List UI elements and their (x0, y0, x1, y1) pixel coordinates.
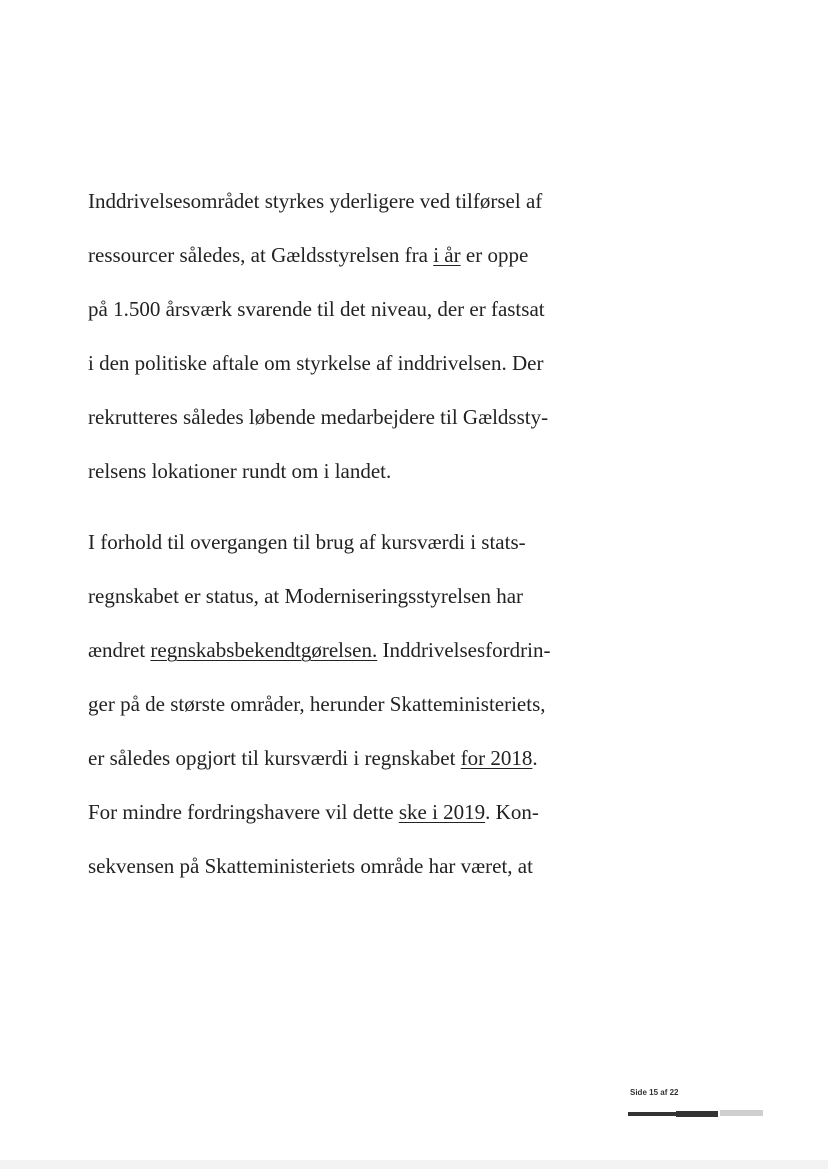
underlined-text: regnskabsbekendtgørelsen. (150, 638, 378, 662)
paragraph-2 (88, 522, 628, 900)
paragraph-2-line-1: I forhold til overgangen til brug af kursværdi i stats- (88, 530, 526, 554)
underlined-text: i år (433, 243, 461, 267)
paragraph-2-line-4: ger på de største områder, herunder Skatteministeriets, (88, 692, 546, 716)
paragraph-1 (88, 181, 628, 505)
paragraph-2-line-3 (88, 630, 628, 684)
line-text: er oppe (460, 243, 529, 267)
paragraph-1-line-5: rekrutteres således løbende medarbejdere til Gældssty- (88, 405, 549, 429)
paragraph-1-line-4: i den politiske aftale om styrkelse af inddrivelsen. Der (88, 351, 544, 375)
paragraph-1-line-6: relsens lokationer rundt om i landet. (88, 459, 392, 483)
underlined-text: ske i 2019 (398, 800, 486, 824)
scan-edge (0, 1160, 828, 1169)
line-text: Inddrivelsesfordrin- (377, 638, 551, 662)
line-text: er således opgjort til kursværdi i regnskabet (88, 746, 461, 770)
line-text: ressourcer således, at Gældsstyrelsen fra (88, 243, 434, 267)
paragraph-1-line-3: på 1.500 årsværk svarende til det niveau, der er fastsat (88, 297, 545, 321)
page-progress-bar-light (720, 1110, 763, 1116)
line-text: . (532, 746, 538, 770)
paragraph-1-line-1: Inddrivelsesområdet styrkes yderligere ved tilførsel af (88, 189, 543, 213)
paragraph-2-line-2: regnskabet er status, at Moderniseringsstyrelsen har (88, 584, 524, 608)
paragraph-2-line-5 (88, 738, 628, 792)
line-text: ændret (88, 638, 151, 662)
underlined-text: for 2018 (460, 746, 533, 770)
page-progress-bar-accent (676, 1111, 718, 1117)
line-text: For mindre fordringshavere vil dette (88, 800, 399, 824)
page-number: Side 15 af 22 (630, 1088, 679, 1097)
paragraph-1-line-2 (88, 235, 628, 289)
paragraph-2-line-7: sekvensen på Skatteministeriets område har været, at (88, 854, 533, 878)
line-text: . Kon- (485, 800, 539, 824)
paragraph-2-line-6 (88, 792, 628, 846)
